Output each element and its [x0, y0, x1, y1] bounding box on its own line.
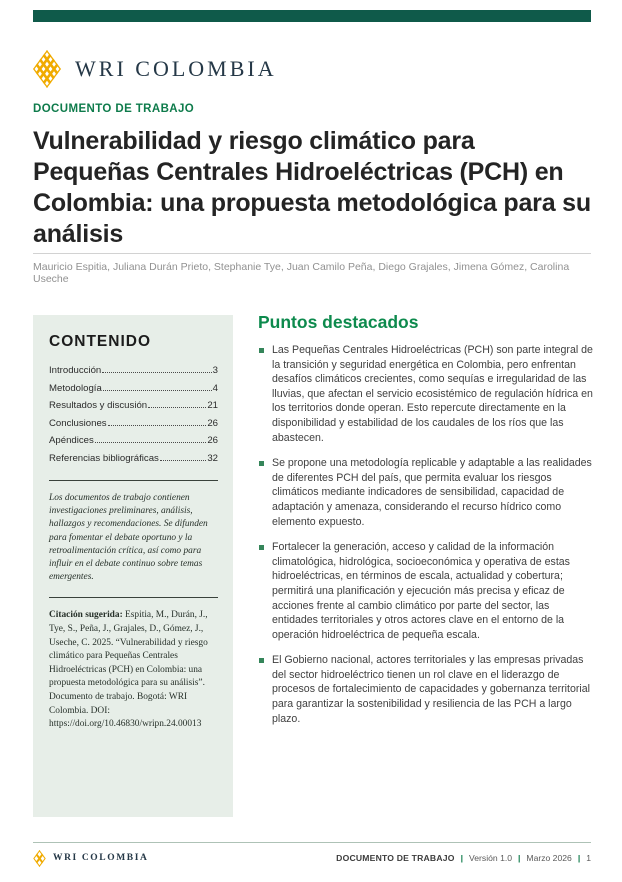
toc-page-number: 32 — [207, 452, 218, 464]
toc-item — [49, 362, 218, 380]
bullet-square-icon — [259, 348, 264, 353]
footer-separator: | — [518, 853, 521, 863]
highlight-text: Se propone una metodología replicable y adaptable a las realidades de diferentes PCH del país, que permita evaluar los riesgos climáticos mediante indicadores de sensibilidad, capacidad de adaptación y amenaza, considerando el recurso hídrico como elemento expuesto. — [272, 457, 592, 528]
toc-item — [49, 380, 218, 398]
contents-divider — [49, 480, 218, 481]
authors-line: Mauricio Espitia, Juliana Durán Prieto, Stephanie Tye, Juan Camilo Peña, Diego Grajales, Jimena Gómez, Carolina Useche — [33, 261, 570, 285]
toc-label: Introducción — [49, 365, 102, 376]
footer-doc-type: DOCUMENTO DE TRABAJO — [336, 853, 455, 863]
contents-divider — [49, 597, 218, 598]
footer-divider — [33, 842, 591, 843]
highlight-text: Fortalecer la generación, acceso y calidad de la información climatológica, hidrológica, socioeconómica y operativa de estas hidroeléctricas, en términos de escala, actualidad y cobertura; permitirá una planificación y ejecución más precisa y eficaz de acciones frente al cambio climático por parte del sector, las entidades territoriales y otros actores clave en el entorno de la operación hidroeléctrica de pequeña escala. — [272, 541, 570, 641]
toc-list — [49, 362, 218, 467]
highlight-text: El Gobierno nacional, actores territoriales y las empresas privadas del sector hidroeléctrico tienen un rol clave en el liderazgo de procesos de fortalecimiento de capacidades y gobernanza territorial para garantizar la sostenibilidad y resiliencia de las PCH a largo plazo. — [272, 654, 590, 725]
footer-logo-wordmark: WRI COLOMBIA — [53, 853, 149, 863]
toc-dot-leader — [95, 442, 207, 443]
toc-item — [49, 397, 218, 415]
bullet-square-icon — [259, 545, 264, 550]
citation-label: Citación sugerida: — [49, 610, 123, 621]
page-footer — [33, 848, 591, 868]
highlight-item — [258, 456, 594, 529]
highlight-text: Las Pequeñas Centrales Hidroeléctricas (PCH) son parte integral de la transición y seguridad energética en Colombia, pero enfrentan desafíos climáticos crecientes, como sequías e irregularidad de las lluvias, que afectan el servicio ecosistémico de regulación hídrica en los territorios donde operan. Esto repercute directamente en la disponibilidad y estabilidad de los caudales de los ríos que las abastecen. — [272, 344, 593, 444]
page-title: Vulnerabilidad y riesgo climático para Pequeñas Centrales Hidroeléctricas (PCH) en Colombia: una propuesta metodológica para su análisis — [33, 127, 591, 248]
toc-label: Conclusiones — [49, 417, 107, 429]
contents-panel — [33, 315, 233, 817]
footer-separator: | — [577, 853, 581, 863]
toc-page-number: 4 — [212, 382, 218, 394]
wri-logo-icon — [33, 850, 46, 867]
toc-dot-leader — [102, 372, 211, 373]
highlights-list — [258, 343, 594, 726]
toc-item — [49, 415, 218, 433]
footer-page-number: 1 — [586, 853, 591, 863]
toc-label: Apéndices — [49, 435, 94, 446]
highlight-item — [258, 540, 594, 642]
toc-label: Referencias bibliográficas — [49, 452, 159, 464]
footer-brand — [33, 850, 148, 867]
footer-separator: | — [460, 853, 464, 863]
toc-page-number: 3 — [212, 365, 218, 376]
citation-text: Espitia, M., Durán, J., Tye, S., Peña, J., Grajales, D., Gómez, J., Useche, C. 2025. “Vulnerabilidad y riesgo climático para Pequeñas Centrales Hidroeléctricas (PCH) en Colombia: una propuesta metodológica para su análisis”. Documento de trabajo. Bogotá: WRI Colombia. DOI: https://doi.org/10.46830/wripn.24.00013 — [49, 610, 208, 730]
bullet-square-icon — [259, 658, 264, 663]
contents-heading: CONTENIDO — [49, 333, 151, 350]
footer-date: Marzo 2026 — [526, 853, 572, 863]
document-type-label: DOCUMENTO DE TRABAJO — [33, 103, 195, 115]
toc-dot-leader — [148, 407, 206, 408]
wri-logo-icon — [33, 50, 61, 88]
highlight-item — [258, 653, 594, 726]
highlight-item — [258, 343, 594, 445]
toc-label: Resultados y discusión — [49, 400, 148, 411]
toc-dot-leader — [108, 425, 207, 426]
bullet-square-icon — [259, 461, 264, 466]
footer-meta — [336, 853, 591, 863]
highlights-heading: Puntos destacados — [258, 312, 419, 332]
highlights-section — [258, 312, 594, 737]
header-logo — [33, 50, 277, 88]
toc-page-number: 21 — [207, 400, 218, 411]
working-paper-note: Los documentos de trabajo contienen investigaciones preliminares, análisis, hallazgos y recomendaciones. Se difunden para fomentar el debate oportuno y la retroalimentación crítica, así como para influir en el debate continuo sobre temas emergentes. — [49, 493, 208, 583]
footer-version: Versión 1.0 — [469, 853, 513, 863]
toc-page-number: 26 — [207, 417, 218, 429]
toc-item — [49, 450, 218, 468]
logo-wordmark: WRI COLOMBIA — [75, 56, 277, 81]
toc-dot-leader — [160, 460, 206, 461]
top-accent-bar — [33, 10, 591, 22]
toc-label: Metodología — [49, 382, 102, 394]
toc-item — [49, 432, 218, 450]
toc-page-number: 26 — [207, 435, 218, 446]
authors-divider — [33, 253, 591, 254]
toc-dot-leader — [103, 390, 212, 391]
suggested-citation — [49, 609, 218, 731]
